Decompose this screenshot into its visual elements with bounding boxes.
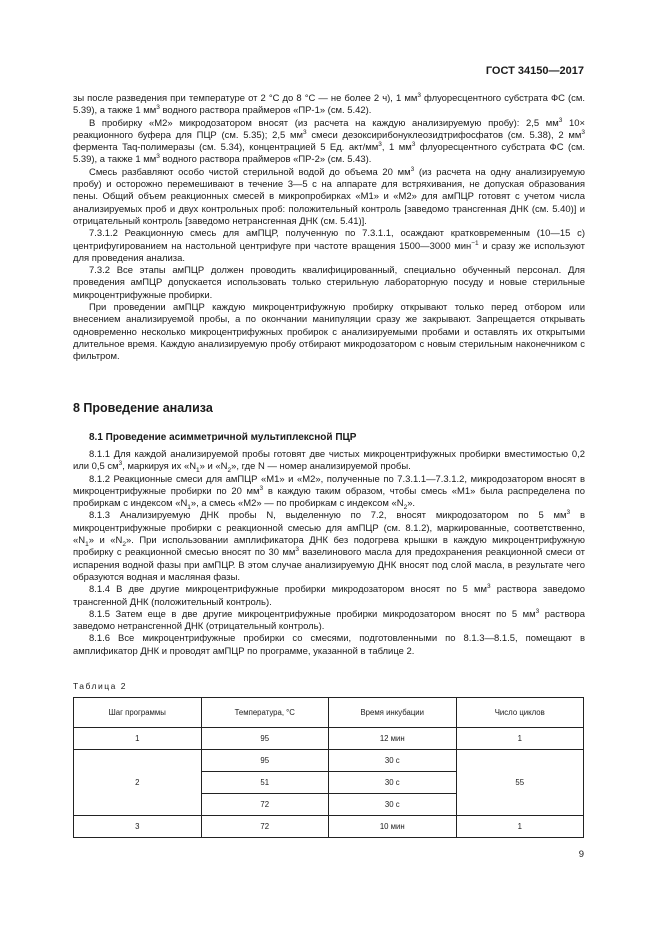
supscript: 3 <box>156 153 160 161</box>
text-run: раствора заведомо трансгенной ДНК (положительный контроль). <box>73 584 585 608</box>
paragraph <box>73 510 585 584</box>
cell-temperature: 72 <box>201 794 329 816</box>
paragraph <box>73 302 585 363</box>
text-run: фермента Taq-полимеразы (см. 5.34), концентрацией 5 Ед. акт/мм <box>73 142 379 154</box>
cell-time: 30 с <box>329 750 457 772</box>
table-row <box>74 816 584 838</box>
text-run: вазелинового масла для предохранения реакционной смеси от испарения водной фазы при амПЦР. В этом случае анализируемую ДНК вносят под слой масла, в результате чего образуются водная и масляная фазы. <box>73 547 585 583</box>
supscript: 3 <box>417 91 421 99</box>
text-run: ». При использовании амплификатора ДНК без подогрева крышки в каждую микроцентрифужную пробирку с реакционной смесью вносят по 30 мм <box>73 535 585 559</box>
subscript: 1 <box>187 504 191 512</box>
supscript: 3 <box>486 583 491 591</box>
supscript: −1 <box>471 239 479 247</box>
text-run: водного раствора праймеров «ПР-1» (см. 5.42). <box>159 105 372 117</box>
header-time: Время инкубации <box>329 698 457 728</box>
subscript: 1 <box>85 540 89 548</box>
header-step: Шаг программы <box>74 698 202 728</box>
paragraph <box>73 93 585 118</box>
text-run: » и «N <box>199 461 228 473</box>
supscript: 3 <box>535 607 540 615</box>
text-run: зы после разведения при температуре от 2 °С до 8 °С — не более 2 ч), 1 мм <box>73 93 418 104</box>
cell-temperature: 95 <box>201 728 329 750</box>
page-number: 9 <box>578 849 584 860</box>
cell-time: 12 мин <box>329 728 457 750</box>
table-header-row <box>74 698 584 728</box>
text-run: 8.1.2 Реакционные смеси для амПЦР «М1» и «М2», полученные по 7.3.1.1—7.3.1.2, микродозатором вносят в микроцентрифужные пробирки по 20 мм <box>73 473 585 497</box>
text-run: 8.1.4 В две другие микроцентрифужные пробирки микродозатором вносят по 5 мм <box>89 584 487 596</box>
cell-time: 10 мин <box>329 816 457 838</box>
paragraph <box>73 474 585 511</box>
section-heading: 8 Проведение анализа <box>73 401 213 415</box>
cell-cycles: 55 <box>456 750 584 816</box>
header-temperature: Температура, °С <box>201 698 329 728</box>
text-run: смеси дезоксирибонуклеозидтрифосфатов (см. 5.38), 2 мм <box>306 129 582 141</box>
text-run: в каждую таким образом, чтобы смесь «М1» была распределена по пробиркам с индексом «N <box>73 485 585 510</box>
subscript: 2 <box>122 540 126 548</box>
text-run: водного раствора праймеров «ПР-2» (см. 5.43). <box>159 154 372 166</box>
cell-step: 1 <box>74 728 202 750</box>
supscript: 3 <box>558 116 563 124</box>
paragraph <box>73 449 585 474</box>
text-run: 10× реакционного буфера для ПЦР (см. 5.35); 2,5 мм <box>73 117 585 141</box>
paragraph <box>73 609 585 634</box>
paragraph <box>73 633 585 658</box>
table-row <box>74 728 584 750</box>
pcr-program-table <box>73 697 584 838</box>
text-run: , 1 мм <box>381 142 412 154</box>
header-cycles: Число циклов <box>456 698 584 728</box>
body-text-top <box>73 93 585 364</box>
text-run: », а смесь «М2» — по пробиркам с индексом «N <box>190 498 404 510</box>
table-row <box>74 750 584 772</box>
cell-cycles: 1 <box>456 816 584 838</box>
text-run: 8.1.5 Затем еще в две другие микроцентрифужные пробирки микродозатором вносят по 5 мм <box>89 608 536 620</box>
supscript: 3 <box>581 128 585 136</box>
supscript: 3 <box>566 509 571 517</box>
text-run: и сразу же используют для проведения анализа. <box>73 240 585 264</box>
paragraph <box>73 265 585 302</box>
paragraph <box>73 167 585 228</box>
cell-step: 3 <box>74 816 202 838</box>
text-run: В пробирку «М2» микродозатором вносят (из расчета на каждую анализируемую пробу): 2,5 мм <box>89 117 559 129</box>
text-run: , маркируя их «N <box>122 461 197 473</box>
cell-temperature: 72 <box>201 816 329 838</box>
cell-time: 30 с <box>329 794 457 816</box>
text-run: в микроцентрифужные пробирки с реакционной смесью для амПЦР (см. 8.1.2), маркированные, соответственно, «N <box>73 510 585 547</box>
document-id: ГОСТ 34150—2017 <box>485 65 584 77</box>
text-run: флуоресцентного субстрата ФС (см. 5.39), а также 1 мм <box>73 93 585 117</box>
supscript: 3 <box>295 546 299 554</box>
supscript: 3 <box>302 128 307 136</box>
supscript: 3 <box>411 141 416 149</box>
supscript: 3 <box>378 141 382 149</box>
text-run: раствора заведомо нетрансгенной ДНК (отрицательный контроль). <box>73 608 585 633</box>
supscript: 3 <box>259 484 264 492</box>
text-run: Смесь разбавляют особо чистой стерильной водой до объема 20 мм <box>89 166 411 178</box>
supscript: 3 <box>410 165 415 173</box>
cell-temperature: 51 <box>201 772 329 794</box>
cell-temperature: 95 <box>201 750 329 772</box>
subscript: 2 <box>403 504 408 512</box>
paragraph <box>73 584 585 609</box>
cell-cycles: 1 <box>456 728 584 750</box>
supscript: 3 <box>156 104 160 112</box>
supscript: 3 <box>118 460 123 468</box>
text-run: 7.3.1.2 Реакционную смесь для амПЦР, полученную по 7.3.1.1, осаждают кратковременным (10—15 с) центрифугированием на настольной центрифуге при частоте вращения 1500—3000 мин <box>73 228 585 252</box>
text-run: 8.1.6 Все микроцентрифужные пробирки со смесями, подготовленными по 8.1.3—8.1.5, помещают в амплификатор ДНК и проводят амПЦР по программе, указанной в таблице 2. <box>73 633 585 657</box>
cell-step: 2 <box>74 750 202 816</box>
subscript: 1 <box>196 467 200 475</box>
text-run: При проведении амПЦР каждую микроцентрифужную пробирку открывают только перед отбором или внесением анализируемой пробы, а по окончании манипуляции сразу же закрывают. Запрещается открывать одновременно несколько микроцентрифужных пробирок с анализируемыми пробами и оставлять их открытыми длительное время. Каждую анализируемую пробу отбирают микродозатором с новым стерильным наконечником с фильтром. <box>73 302 585 363</box>
text-run: », где N — номер анализируемой пробы. <box>231 461 411 473</box>
paragraph <box>73 118 585 167</box>
subscript: 2 <box>227 467 232 475</box>
body-text-bottom <box>73 449 585 658</box>
table-caption: Таблица 2 <box>73 681 127 691</box>
text-run: ». <box>407 498 416 510</box>
text-run: 8.1.1 Для каждой анализируемой пробы готовят две чистых микроцентрифужных пробирки вместимостью 0,2 или 0,5 см <box>73 449 585 473</box>
text-run: флуоресцентного субстрата ФС (см. 5.39), а также 1 мм <box>73 142 586 166</box>
text-run: 7.3.2 Все этапы амПЦР должен проводить квалифицированный, специально обученный персонал. Для проведения амПЦР допускается использовать только стерильную лабораторную посуду и новые стерильные микроцентрифужные пробирки. <box>73 265 585 301</box>
text-run: 8.1.3 Анализируемую ДНК пробы N, выделенную по 7.2, вносят микродозатором по 5 мм <box>89 510 567 522</box>
subsection-heading: 8.1 Проведение асимметричной мультиплексной ПЦР <box>89 432 357 443</box>
text-run: (из расчета на одну анализируемую пробу) и осторожно перемешивают в течение 3—5 с на аппарате для встряхивания, не допуская образования пены. Общий объем реакционных смесей в микропробирках «М1» и «М2» для амПЦР готовят с учетом числа анализируемых проб и двух контрольных проб: положительный контроль [заведомо трансгенная ДНК (см. 5.40)] и отрицательный контроль [заведомо нетрансгенная ДНК (см. 5.41)]. <box>73 166 585 227</box>
paragraph <box>73 228 585 265</box>
text-run: » и «N <box>88 535 123 547</box>
cell-time: 30 с <box>329 772 457 794</box>
